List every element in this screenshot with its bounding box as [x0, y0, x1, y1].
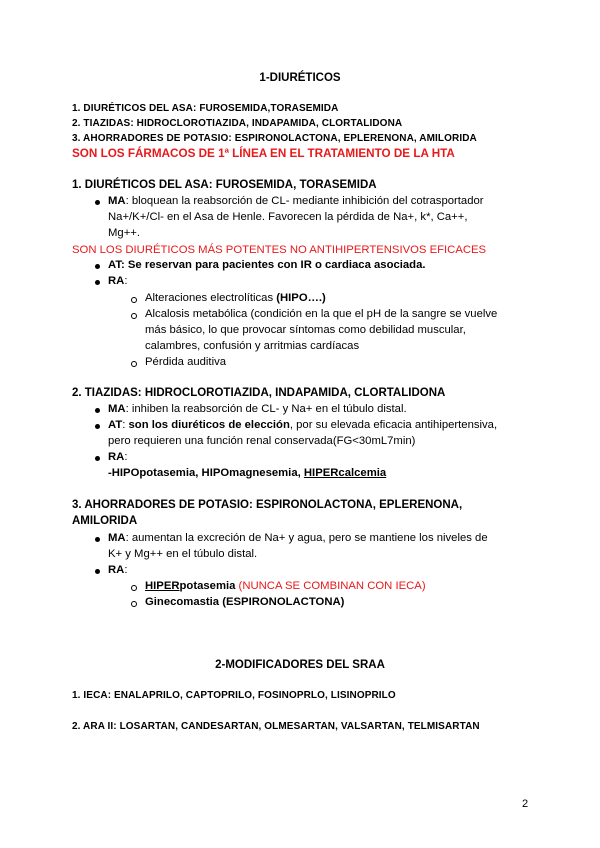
ma-label: MA — [108, 195, 126, 207]
tiazidas-ra: RA: -HIPOpotasemia, HIPOmagnesemia, HIPERcalcemia — [108, 451, 387, 479]
asa-at: AT: Se reservan para pacientes con IR o cardiaca asociada. — [108, 259, 426, 271]
heading-tiazidas: 2. TIAZIDAS: HIDROCLOROTIAZIDA, INDAPAMIDA, CLORTALIDONA — [72, 387, 446, 399]
sub-bullet — [131, 361, 137, 367]
sub-bullet — [131, 601, 137, 607]
bullet — [95, 280, 100, 285]
asa-ra: RA: — [108, 275, 128, 287]
page-number: 2 — [522, 798, 529, 810]
heading-ahorradores: 3. AHORRADORES DE POTASIO: ESPIRONOLACTONA, EPLERENONA, AMILORIDA — [72, 499, 463, 527]
bullet — [95, 569, 100, 574]
bullet — [95, 200, 100, 205]
asa-ma: MA: bloquean la reabsorción de CL- mediante inhibición del cotrasportador Na+/K+/Cl- en el Asa de Henle. Favorecen la pérdida de Na+, k*, Ca++, Mg++. — [108, 195, 484, 239]
section-title-diureticos: 1-DIURÉTICOS — [259, 72, 341, 84]
asa-ra-item-3: Pérdida auditiva — [145, 356, 227, 368]
sub-bullet — [131, 297, 137, 303]
first-line-note: SON LOS FÁRMACOS DE 1ª LÍNEA EN EL TRATAMIENTO DE LA HTA — [72, 147, 455, 160]
bullet — [95, 424, 100, 429]
section-title-sraa: 2-MODIFICADORES DEL SRAA — [215, 659, 385, 671]
summary-item-1: 1. DIURÉTICOS DEL ASA: FUROSEMIDA,TORASEMIDA — [72, 103, 339, 114]
heading-asa: 1. DIURÉTICOS DEL ASA: FUROSEMIDA, TORASEMIDA — [72, 179, 377, 191]
potent-note: SON LOS DIURÉTICOS MÁS POTENTES NO ANTIHIPERTENSIVOS EFICACES — [72, 244, 487, 256]
summary-item-3: 3. AHORRADORES DE POTASIO: ESPIRONOLACTONA, EPLERENONA, AMILORIDA — [72, 133, 477, 144]
ahorradores-ra: RA: — [108, 564, 128, 576]
bullet — [95, 264, 100, 269]
ahorradores-ra-item-1: HIPERpotasemia (NUNCA SE COMBINAN CON IECA) — [145, 580, 426, 592]
bullet — [95, 408, 100, 413]
tiazidas-ma: MA: inhiben la reabsorción de CL- y Na+ en el túbulo distal. — [108, 403, 407, 415]
ahorradores-ma: MA: aumentan la excreción de Na+ y agua, pero se mantiene los niveles de K+ y Mg++ en el túbulo distal. — [108, 532, 488, 560]
bullet — [95, 456, 100, 461]
ahorradores-ra-item-2: Ginecomastia (ESPIRONOLACTONA) — [145, 596, 345, 608]
tiazidas-at: AT: son los diuréticos de elección, por su elevada eficacia antihipertensiva, pero requieren una función renal conservada(FG<30mL7min) — [108, 419, 498, 447]
sub-bullet — [131, 313, 137, 319]
summary-item-2: 2. TIAZIDAS: HIDROCLOROTIAZIDA, INDAPAMIDA, CLORTALIDONA — [72, 118, 403, 129]
sraa-item-1: 1. IECA: ENALAPRILO, CAPTOPRILO, FOSINOPRLO, LISINOPRILO — [72, 690, 396, 701]
sub-bullet — [131, 585, 137, 591]
bullet — [95, 537, 100, 542]
asa-ra-item-2: Alcalosis metabólica (condición en la que el pH de la sangre se vuelve más básico, lo que provocar síntomas como debilidad muscular, calambres, confusión y arritmias cardíacas — [145, 308, 498, 352]
sraa-item-2: 2. ARA II: LOSARTAN, CANDESARTAN, OLMESARTAN, VALSARTAN, TELMISARTAN — [72, 721, 480, 732]
asa-ra-item-1: Alteraciones electrolíticas (HIPO….) — [145, 292, 326, 304]
